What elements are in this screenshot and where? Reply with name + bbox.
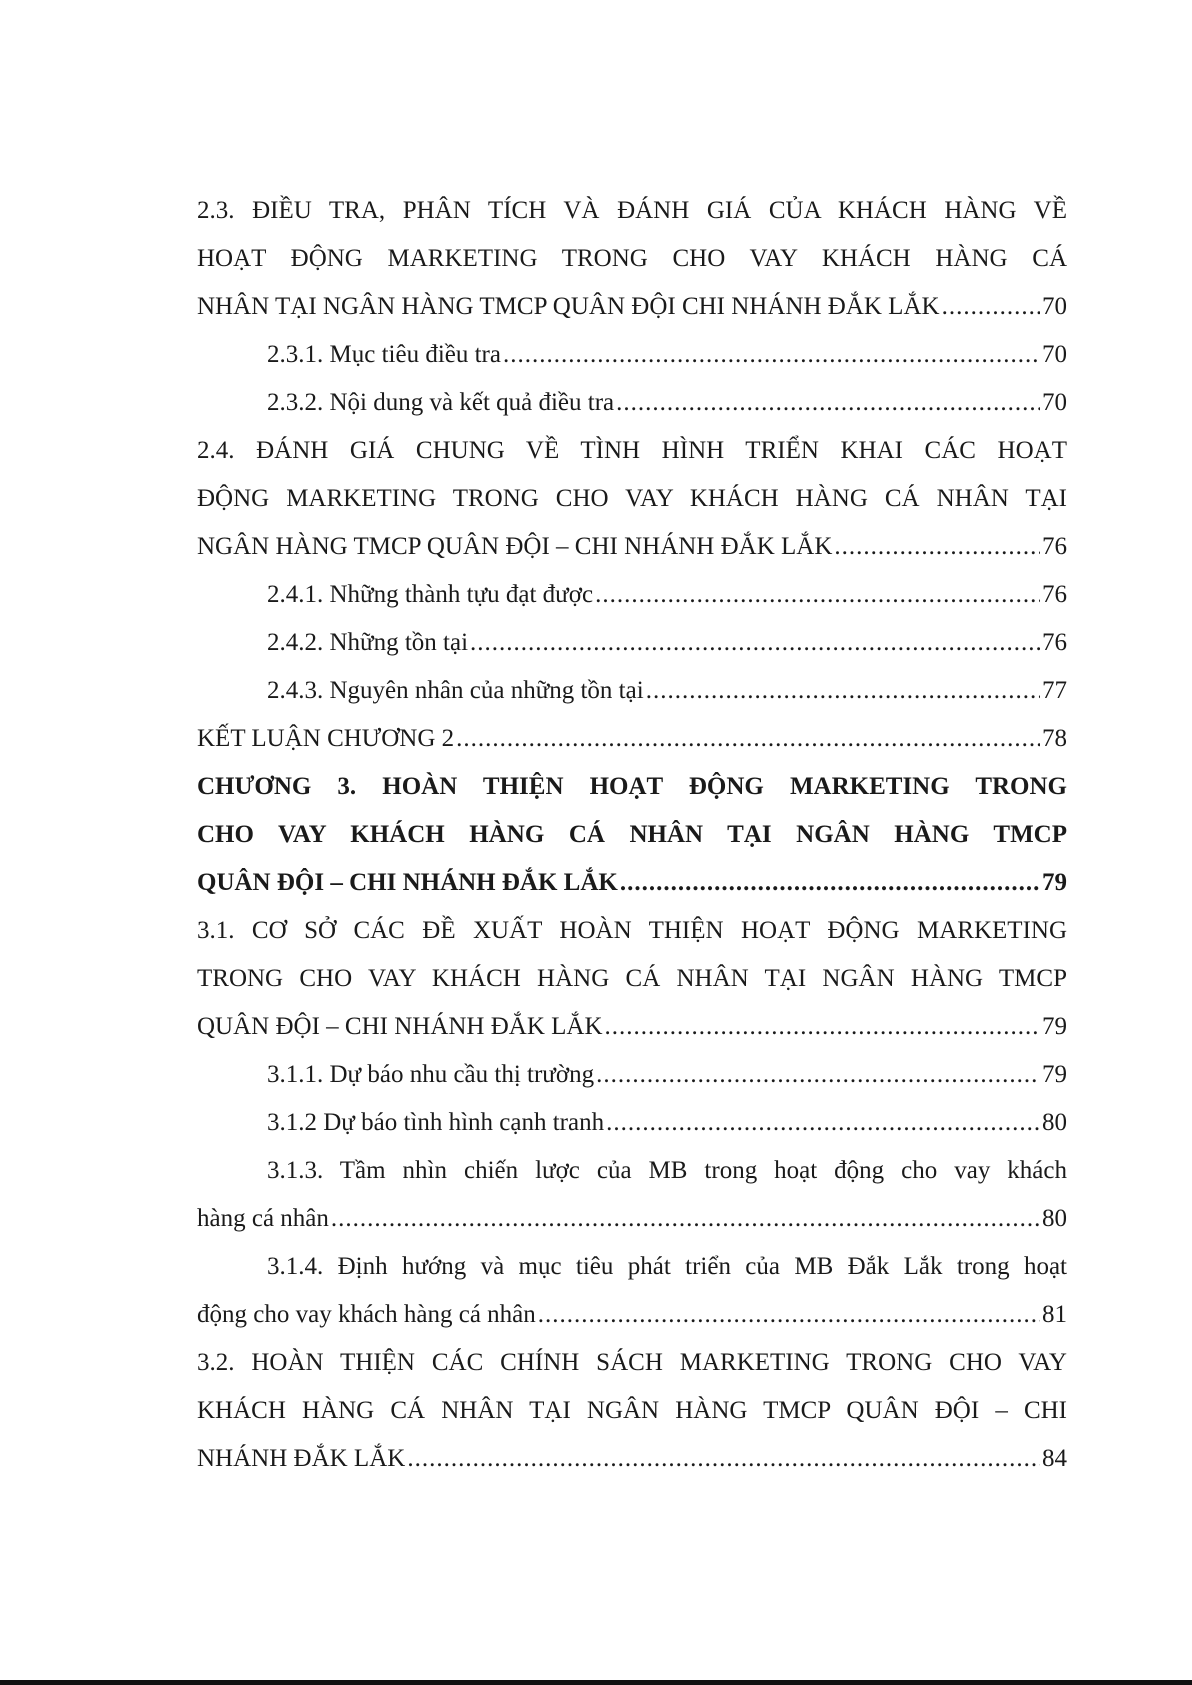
toc-entry-2-4-3[interactable]	[197, 667, 1067, 715]
dot-leader	[646, 667, 1040, 715]
toc-entry-chapter-3-line-2: CHO VAY KHÁCH HÀNG CÁ NHÂN TẠI NGÂN HÀNG TMCP	[197, 821, 1067, 848]
page-number: 79	[1042, 1061, 1067, 1088]
toc-entry-2-4-1[interactable]	[197, 571, 1067, 619]
page-number: 70	[1042, 389, 1067, 416]
toc-entry-text: 2.3.1. Mục tiêu điều tra	[267, 341, 501, 368]
toc-entry-3-1-3-line-1: 3.1.3. Tầm nhìn chiến lược của MB trong hoạt động cho vay khách	[267, 1157, 1067, 1184]
dot-leader	[834, 523, 1040, 571]
toc-entry-2-4-line-1: 2.4. ĐÁNH GIÁ CHUNG VỀ TÌNH HÌNH TRIỂN KHAI CÁC HOẠT	[197, 437, 1067, 464]
page-number: 84	[1042, 1445, 1067, 1472]
page-number: 76	[1042, 629, 1067, 656]
dot-leader	[616, 379, 1040, 427]
toc-entry-3-2-line-3[interactable]	[197, 1435, 1067, 1483]
page-number: 79	[1042, 869, 1067, 896]
toc-entry-text: 3.1.2 Dự báo tình hình cạnh tranh	[267, 1109, 605, 1136]
toc-entry-2-4-line-2: ĐỘNG MARKETING TRONG CHO VAY KHÁCH HÀNG CÁ NHÂN TẠI	[197, 485, 1067, 512]
dot-leader	[331, 1195, 1040, 1243]
dot-leader	[942, 283, 1040, 331]
toc-entry-text: QUÂN ĐỘI – CHI NHÁNH ĐẮK LẮK	[197, 869, 618, 896]
toc-entry-text: hàng cá nhân	[197, 1205, 329, 1232]
toc-entry-text: KẾT LUẬN CHƯƠNG 2	[197, 725, 455, 752]
page-number: 81	[1042, 1301, 1067, 1328]
toc-entry-2-3-line-2: HOẠT ĐỘNG MARKETING TRONG CHO VAY KHÁCH HÀNG CÁ	[197, 245, 1067, 272]
dot-leader	[605, 1003, 1040, 1051]
toc-entry-3-1-1[interactable]	[197, 1051, 1067, 1099]
toc-entry-conclusion-chapter-2[interactable]	[197, 715, 1067, 763]
page-number: 79	[1042, 1013, 1067, 1040]
toc-entry-3-1-2[interactable]	[197, 1099, 1067, 1147]
dot-leader	[595, 571, 1040, 619]
table-of-contents	[197, 187, 1067, 1483]
toc-entry-text: NHÁNH ĐẮK LẮK	[197, 1445, 406, 1472]
toc-entry-text: 2.3.2. Nội dung và kết quả điều tra	[267, 389, 615, 416]
toc-entry-3-1-line-1: 3.1. CƠ SỞ CÁC ĐỀ XUẤT HOÀN THIỆN HOẠT ĐỘNG MARKETING	[197, 917, 1067, 944]
toc-entry-text: QUÂN ĐỘI – CHI NHÁNH ĐẮK LẮK	[197, 1013, 603, 1040]
dot-leader	[538, 1291, 1040, 1339]
dot-leader	[456, 715, 1040, 763]
page-number: 80	[1042, 1109, 1067, 1136]
toc-entry-3-2-line-2: KHÁCH HÀNG CÁ NHÂN TẠI NGÂN HÀNG TMCP QUÂN ĐỘI – CHI	[197, 1397, 1067, 1424]
toc-entry-2-3-2[interactable]	[197, 379, 1067, 427]
dot-leader	[596, 1051, 1040, 1099]
dot-leader	[606, 1099, 1040, 1147]
toc-entry-text: động cho vay khách hàng cá nhân	[197, 1301, 536, 1328]
dot-leader	[407, 1435, 1040, 1483]
toc-entry-3-1-4-line-1: 3.1.4. Định hướng và mục tiêu phát triển của MB Đắk Lắk trong hoạt	[267, 1253, 1067, 1280]
page-number: 70	[1042, 293, 1067, 320]
page-number: 70	[1042, 341, 1067, 368]
dot-leader	[470, 619, 1040, 667]
toc-entry-chapter-3-line-1: CHƯƠNG 3. HOÀN THIỆN HOẠT ĐỘNG MARKETING TRONG	[197, 773, 1067, 800]
toc-entry-text: NGÂN HÀNG TMCP QUÂN ĐỘI – CHI NHÁNH ĐẮK LẮK	[197, 533, 833, 560]
toc-entry-chapter-3-line-3[interactable]	[197, 859, 1067, 907]
page-number: 76	[1042, 581, 1067, 608]
toc-entry-text: NHÂN TẠI NGÂN HÀNG TMCP QUÂN ĐỘI CHI NHÁNH ĐẮK LẮK	[197, 293, 940, 320]
page-number: 78	[1042, 725, 1067, 752]
toc-entry-2-4-line-3[interactable]	[197, 523, 1067, 571]
toc-entry-text: 2.4.3. Nguyên nhân của những tồn tại	[267, 677, 644, 704]
page-bottom-edge	[0, 1680, 1192, 1685]
page-number: 76	[1042, 533, 1067, 560]
page-number: 77	[1042, 677, 1067, 704]
toc-entry-2-3-line-3[interactable]	[197, 283, 1067, 331]
toc-entry-2-3-1[interactable]	[197, 331, 1067, 379]
toc-entry-3-2-line-1: 3.2. HOÀN THIỆN CÁC CHÍNH SÁCH MARKETING TRONG CHO VAY	[197, 1349, 1067, 1376]
page-number: 80	[1042, 1205, 1067, 1232]
toc-entry-3-1-3-line-2[interactable]	[197, 1195, 1067, 1243]
toc-entry-2-4-2[interactable]	[197, 619, 1067, 667]
toc-entry-text: 3.1.1. Dự báo nhu cầu thị trường	[267, 1061, 595, 1088]
toc-entry-3-1-4-line-2[interactable]	[197, 1291, 1067, 1339]
toc-entry-text: 2.4.2. Những tồn tại	[267, 629, 469, 656]
toc-entry-3-1-line-2: TRONG CHO VAY KHÁCH HÀNG CÁ NHÂN TẠI NGÂN HÀNG TMCP	[197, 965, 1067, 992]
toc-entry-3-1-line-3[interactable]	[197, 1003, 1067, 1051]
dot-leader	[620, 859, 1040, 907]
toc-entry-text: 2.4.1. Những thành tựu đạt được	[267, 581, 594, 608]
toc-entry-2-3-line-1: 2.3. ĐIỀU TRA, PHÂN TÍCH VÀ ĐÁNH GIÁ CỦA KHÁCH HÀNG VỀ	[197, 197, 1067, 224]
dot-leader	[503, 331, 1040, 379]
